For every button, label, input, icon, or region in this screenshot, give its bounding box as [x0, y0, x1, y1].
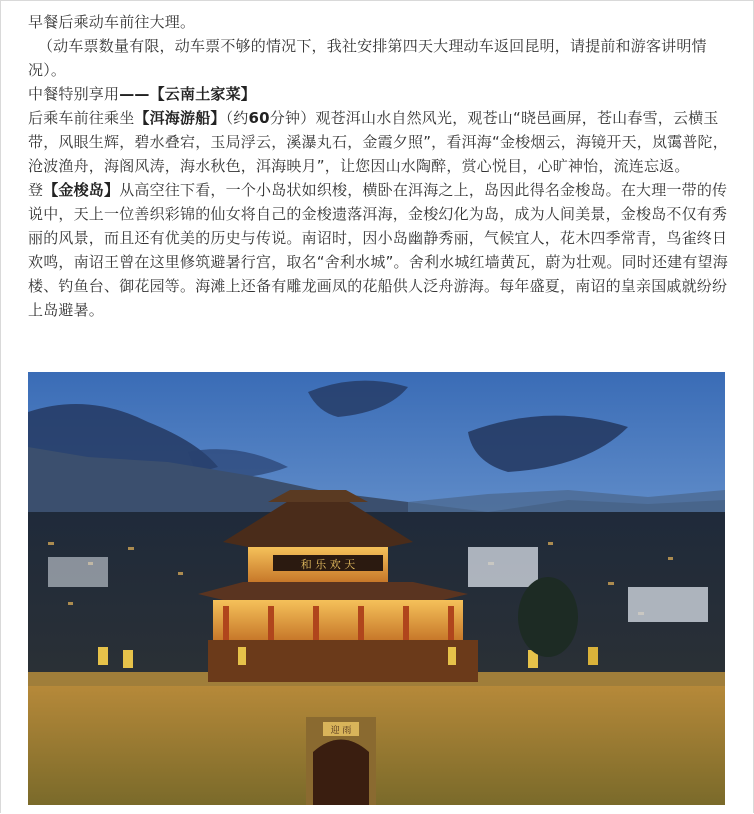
- paragraph-cruise: [28, 106, 728, 178]
- gate-plaque: 迎 雨: [330, 726, 352, 736]
- paragraph-breakfast: 早餐后乘动车前往大理。: [28, 13, 196, 31]
- city-wall: [28, 682, 725, 805]
- island-prefix: 登: [28, 181, 44, 199]
- cruise-body: 分钟）观苍洱山水自然风光，观苍山“晓邑画屏，苍山春雪，云横玉带，风眼生辉，碧水叠宕，玉局浮云，溪瀑丸石，金霞夕照”，看洱海“金梭烟云，海镜开天，岚霭普陀，沧波渔舟，海阁风涛，海水秋色，洱海映月”，让您因山水陶醉，赏心悦目，心旷神怡，流连忘返。: [28, 109, 728, 175]
- lunch-prefix: 中餐特别享用: [28, 85, 120, 103]
- dali-city-gate-photo: [28, 372, 725, 805]
- gate-arch: [313, 740, 369, 806]
- lunch-highlight: ——【云南土家菜】: [119, 85, 257, 103]
- cruise-highlight: 【洱海游船】: [134, 109, 226, 127]
- cruise-duration-pre: （约: [225, 109, 249, 127]
- article-body: [28, 10, 728, 322]
- paragraph-lunch: [28, 82, 728, 106]
- cruise-duration-num: 60: [248, 109, 270, 127]
- paragraph-train-note: [28, 34, 728, 82]
- cruise-prefix: 后乘车前往乘坐: [28, 109, 135, 127]
- island-body: 从高空往下看，一个小岛状如织梭，横卧在洱海之上，岛因此得名金梭岛。在大理一带的传说中，天上一位善织彩锦的仙女将自己的金梭遗落洱海，金梭幻化为岛，成为人间美景，金梭岛不仅有秀丽的风景，而且还有优美的历史与传说。南诏时，因小岛幽静秀丽，气候宜人，花木四季常青，鸟雀终日欢鸣，南诏王曾在这里修筑避暑行宫，取名“舍利水城”。舍利水城红墙黄瓦，蔚为壮观。同时还建有望海楼、钓鱼台、御花园等。海滩上还备有雕龙画凤的花船供人泛舟游海。每年盛夏，南诏的皇亲国戚就纷纷上岛避暑。: [28, 181, 728, 319]
- tower-plaque: 和 乐 欢 天: [300, 558, 356, 571]
- island-highlight: 【金梭岛】: [43, 181, 120, 199]
- train-note-text: （动车票数量有限，动车票不够的情况下，我社安排第四天大理动车返回昆明，请提前和游客讲明情况）。: [28, 37, 707, 79]
- paragraph-island: [28, 178, 728, 322]
